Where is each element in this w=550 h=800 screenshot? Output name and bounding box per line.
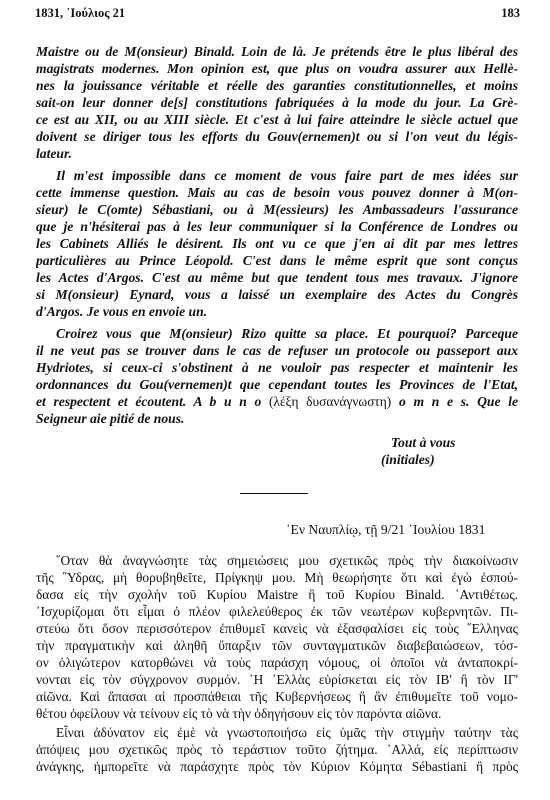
running-head <box>35 6 520 24</box>
gr-p1-line: στεύω ὅτι ὅσον περισσότερον ἐπιθυμεῖ κανεὶς νὰ ἐξασφαλίσει εἰς τοὺς ῞Ελληνας <box>36 621 518 636</box>
gr-p2-line: ἀπόψεις μου σχετικῶς πρὸς τὸ τεράστιον τοῦτο ζήτημα. ᾽Αλλά, εἰς περίπτωσιν <box>36 742 518 757</box>
fr-p3-line: ordonnances du Gou(vernemen)t que cependant toutes les Provinces de l'Etat, <box>36 377 518 392</box>
fr-p3-line: Croirez vous que M(onsieur) Rizo quitte sa place. Et pourquoi? Parceque <box>56 326 518 341</box>
gr-p1-line: τῆς ῞Υδρας, μὴ θορυβηθεῖτε, Πρίγκηψ μου. Μὴ θεωρήσητε ὅτι καὶ ἐγὼ ἐσπού- <box>36 570 518 585</box>
gr-p1-line: θέτου ὀφείλουν νὰ τείνουν εἰς τὸ νὰ τὴν ὁδηγήσουν εἰς τὸν παρόντα αἰῶνα. <box>36 706 442 721</box>
gr-p1-line: ᾽Ισχυρίζομαι ὅτι εἶμαι ὁ πλέον φιλελεύθερος ἐκ τῶν νεωτέρων κυβερνητῶν. Πι- <box>36 604 518 619</box>
gr-p1-line: αἰῶνα. Καὶ ἅπασαι αἱ προσπάθειαι τῆς Κυβερνήσεως ἢ ἂν ἐπιθυμεῖτε τοῦ νομο- <box>36 689 518 704</box>
fr-p1-line: Maistre ou de M(onsieur) Binald. Loin de là. Je prétends être le plus libéral des <box>36 44 518 59</box>
fr-p1-line: lateur. <box>36 146 72 161</box>
fr-p2-line: si M(onsieur) Eynard, vous a laissé un exemplaire des Actes du Congrès <box>36 287 518 302</box>
fr-p1-line: sait-on leur donner de[s] constitutions fabriquées à la mode du jour. La Grè- <box>36 95 518 110</box>
fr-p2-line: sieur) le C(omte) Sébastiani, ou à M(essieurs) les Ambassadeurs l'assurance <box>36 202 518 217</box>
gr-p2-line: ἀνάγκης, ἠμπορεῖτε νὰ παράσχητε πρὸς τὸν Κύριον Κόμητα Sébastiani ἢ πρὸς <box>36 759 518 774</box>
fr-p2-line: les Actes d'Argos. C'est au même but que tendent tous mes travaux. J'ignore <box>36 270 518 285</box>
running-head-date: 1831, ᾽Ιούλιος 21 <box>35 6 126 20</box>
signature-initials: (initiales) <box>381 452 435 467</box>
gr-p2-line: Εἶναι ἀδύνατον εἰς ἐμὲ νὰ γνωστοποιήσω εἰς ὑμᾶς τὴν στιγμὴν ταύτην τὰς <box>56 725 518 740</box>
fr-p1-line: nes la jouissance véritable et réelle des garanties constitutionnelles, et moins <box>36 78 518 93</box>
fr-p3-line: il ne veut pas se trouver dans le cas de refuser un protocole ou passeport aux <box>36 343 518 358</box>
gr-p1-line: δασα εἰς τὴν σχολὴν τοῦ Κυρίου Maistre ἢ τοῦ Κυρίου Binald. ᾽Αντιθέτως. <box>36 587 518 602</box>
fr-p2-line: cette immense question. Mais au cas de besoin vous pouvez donner à M(on- <box>36 185 518 200</box>
fr-p3-line-text: et respectent et écoutent. <box>36 394 187 409</box>
gr-p1-line: νονται εἰς τὸν σύγχρονον συρμόν. ῾Η ῾Ελλὰς εὑρίσκεται εἰς τὸν ΙΒ' ἢ τὸν ΙΓ' <box>36 672 518 687</box>
fr-p3-line-mixed <box>36 393 518 410</box>
gr-p1-line: ον ὀλιγώτερον κατορθώνει νὰ τοὺς παράσχη νόμους, οἱ ὁποῖοι νὰ ἀνταποκρί- <box>36 655 518 670</box>
greek-dateline: ᾽Εν Ναυπλίῳ, τῇ 9/21 ᾽Ιουλίου 1831 <box>286 522 486 537</box>
fr-p2-line: les Cabinets Alliés le désirent. Ils ont vu ce que j'en ai dit par mes lettres <box>36 236 518 251</box>
section-divider <box>240 493 308 494</box>
fr-p2-line: particulières au Prince Léopold. C'est dans le même esprit que sont conçus <box>36 253 518 268</box>
closing-salutation: Tout à vous <box>391 435 456 450</box>
fr-p3-line: Seigneur aie pitié de nous. <box>36 411 185 426</box>
fr-p1-line: doivent se diriger tous les efforts du Gouv(ernemen)t ou si l'on veut du légis- <box>36 129 518 144</box>
page-number: 183 <box>501 6 520 20</box>
fr-p3-tail-latin: o m n e s. Que le <box>398 394 518 409</box>
illegible-word-note: (λέξη δυσανάγνωστη) <box>268 394 392 409</box>
fr-p2-line: Il m'est impossible dans ce moment de vous faire part de mes idées sur <box>56 168 518 183</box>
fr-p2-line: d'Argos. Je vous en envoie un. <box>36 304 208 319</box>
fr-p3-tail-latin: A b u n o <box>193 394 262 409</box>
gr-p1-line: τὴν πραγματικὴν καὶ ἀληθῆ ὕπαρξιν τῶν συνταγματικῶν διαβεβαιώσεων, τόσ- <box>36 638 518 653</box>
fr-p1-line: ce est au XII, ou au XIII siècle. Et c'est à lui faire atteindre le siècle actuel que <box>36 112 518 127</box>
fr-p2-line: que je n'hésiterai pas à les leur communiquer si la Conférence de Londres ou <box>36 219 518 234</box>
gr-p1-line: ῞Οταν θὰ ἀναγνώσητε τὰς σημειώσεις μου σχετικῶς πρὸς τὴν διακοίνωσιν <box>56 553 518 568</box>
fr-p1-line: magistrats modernes. Mon opinion est, que plus on voudra assurer aux Hellè- <box>36 61 518 76</box>
fr-p3-line: Hydriotes, si ceux-ci s'obstinent à ne vouloir pas respecter et maintenir les <box>36 360 518 375</box>
